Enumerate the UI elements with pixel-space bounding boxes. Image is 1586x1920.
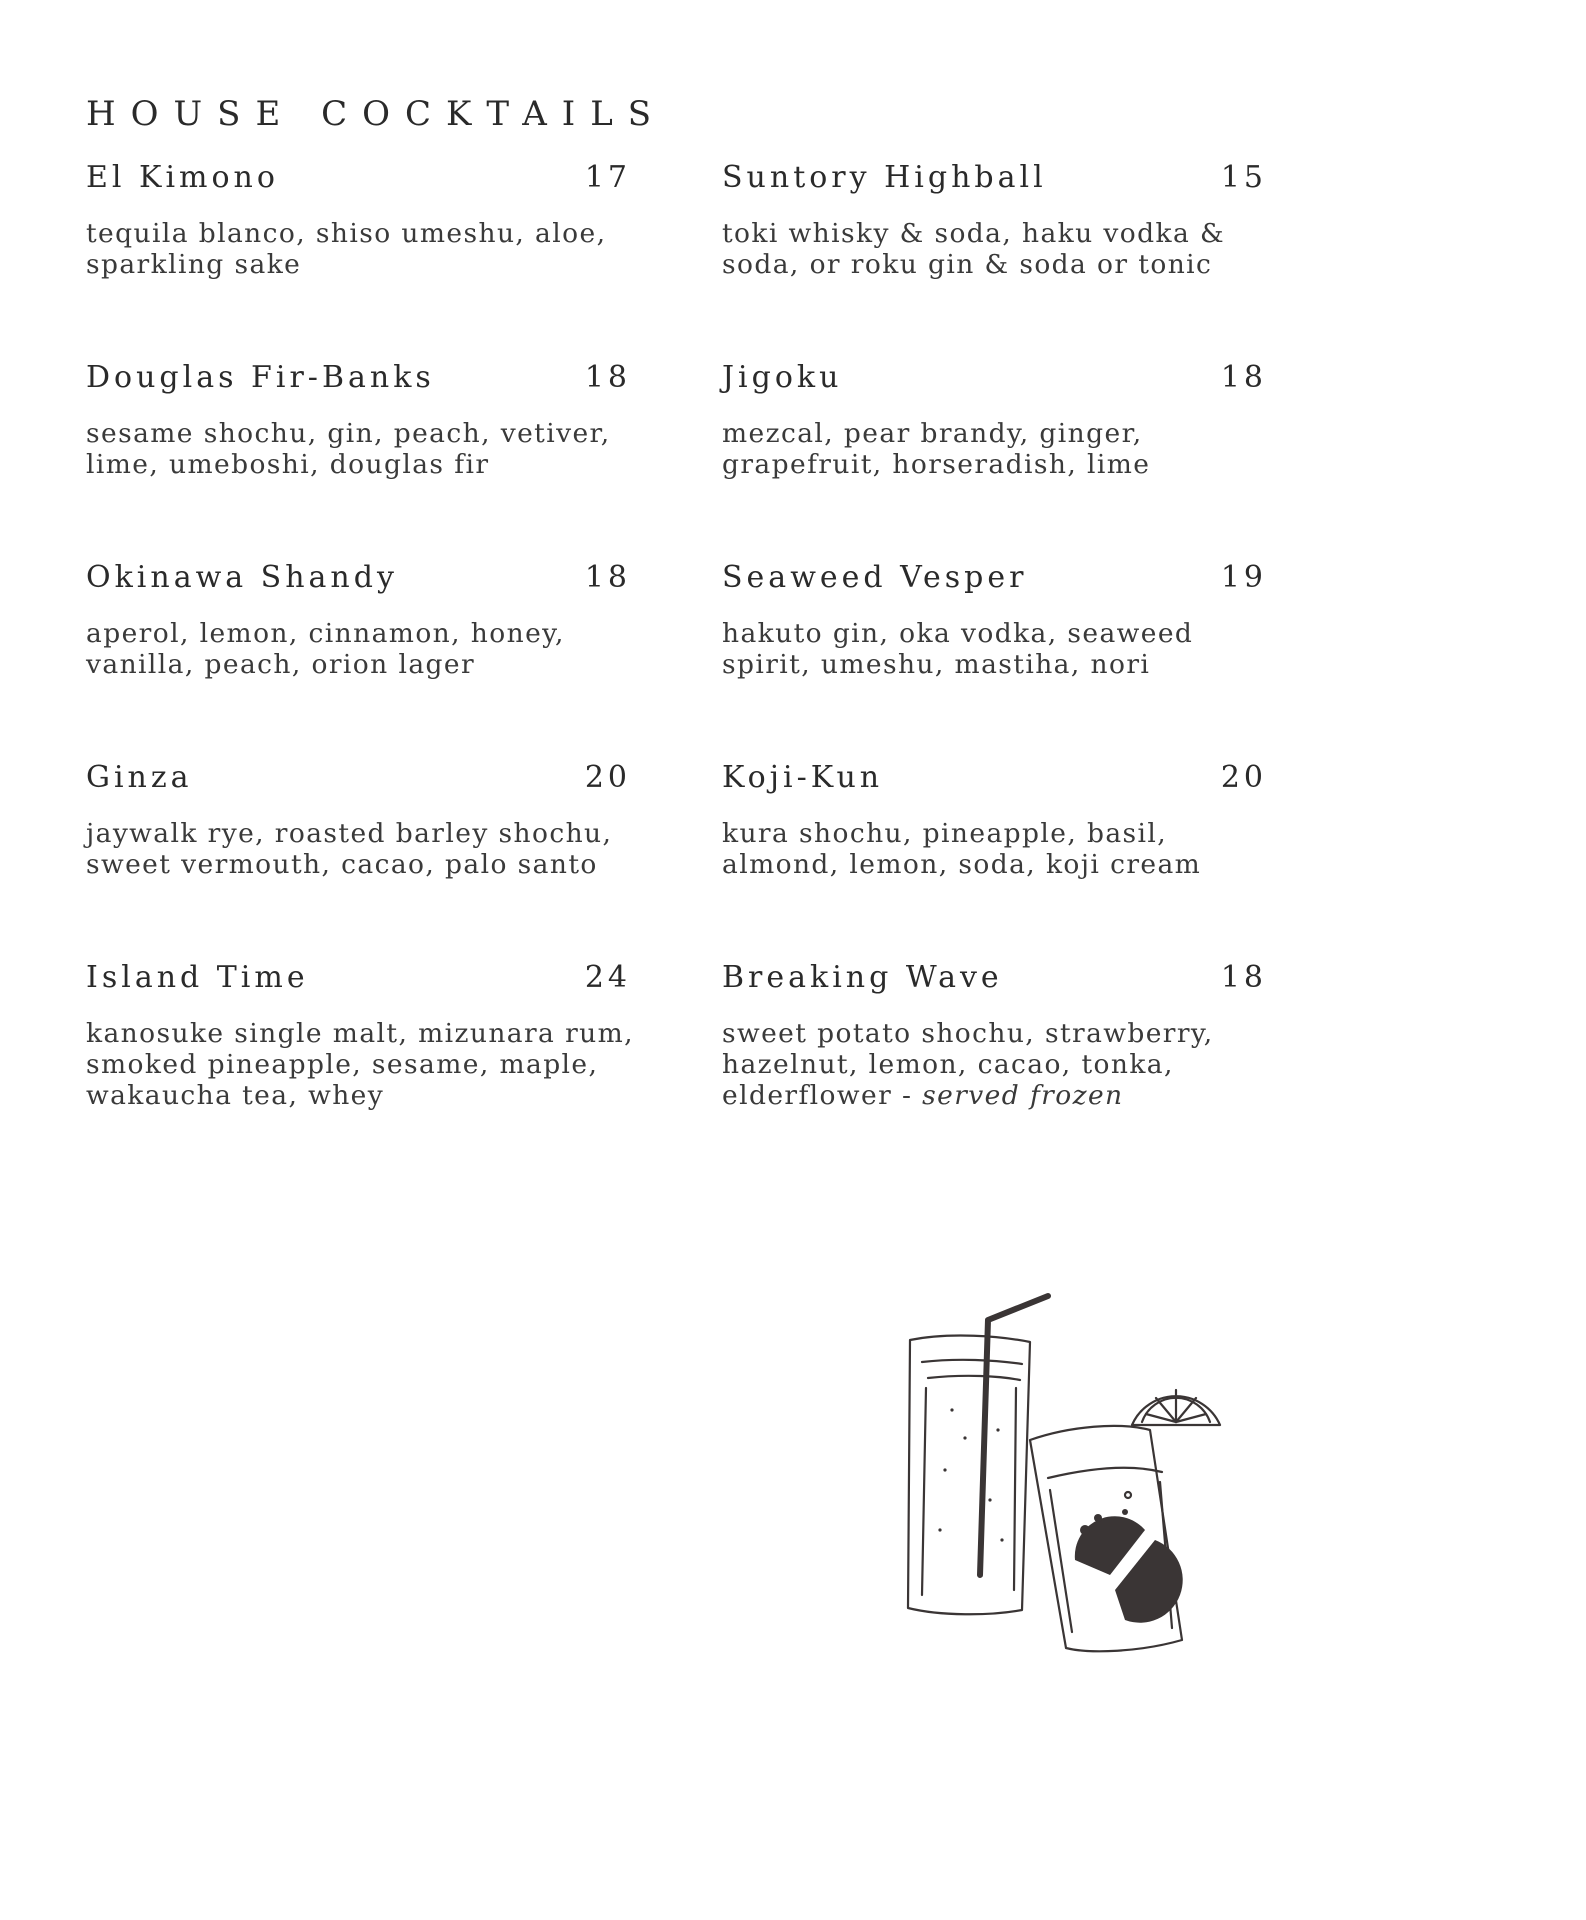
item-name: El Kimono — [86, 160, 279, 195]
item-name: Island Time — [86, 960, 309, 995]
description-line: hazelnut, lemon, cacao, tonka, — [722, 1049, 1174, 1080]
description-line: sweet vermouth, cacao, palo santo — [86, 849, 598, 880]
menu-item-ginza — [86, 760, 631, 880]
item-description — [86, 1018, 634, 1111]
menu-item-island-time — [86, 960, 634, 1111]
description-line: spirit, umeshu, mastiha, nori — [722, 649, 1151, 680]
description-line: smoked pineapple, sesame, maple, — [86, 1049, 599, 1080]
item-name: Okinawa Shandy — [86, 560, 398, 595]
item-name: Douglas Fir-Banks — [86, 360, 435, 395]
item-description — [86, 618, 631, 680]
description-line: kura shochu, pineapple, basil, — [722, 818, 1168, 849]
item-name: Jigoku — [722, 360, 843, 395]
description-line — [722, 1080, 1267, 1111]
menu-item-douglas-fir-banks — [86, 360, 631, 480]
item-description — [722, 218, 1267, 280]
item-description — [722, 818, 1267, 880]
item-description — [722, 1018, 1267, 1111]
item-price: 18 — [1220, 360, 1267, 395]
description-line: sweet potato shochu, strawberry, — [722, 1018, 1214, 1049]
item-name: Ginza — [86, 760, 193, 795]
item-name: Koji-Kun — [722, 760, 884, 795]
description-line: toki whisky & soda, haku vodka & — [722, 218, 1225, 249]
description-line: hakuto gin, oka vodka, seaweed — [722, 618, 1194, 649]
description-line: mezcal, pear brandy, ginger, — [722, 418, 1143, 449]
item-description — [86, 818, 631, 880]
description-line: lime, umeboshi, douglas fir — [86, 449, 490, 480]
description-line: almond, lemon, soda, koji cream — [722, 849, 1202, 880]
item-price: 18 — [1220, 960, 1267, 995]
description-line: jaywalk rye, roasted barley shochu, — [86, 818, 613, 849]
item-name: Seaweed Vesper — [722, 560, 1028, 595]
description-line: sesame shochu, gin, peach, vetiver, — [86, 418, 611, 449]
item-name: Breaking Wave — [722, 960, 1003, 995]
menu-item-jigoku — [722, 360, 1267, 480]
description-text: elderflower - — [722, 1080, 923, 1111]
item-description — [86, 218, 631, 280]
description-line: wakaucha tea, whey — [86, 1080, 385, 1111]
item-price: 20 — [1220, 760, 1267, 795]
item-description — [86, 418, 631, 480]
menu-item-breaking-wave — [722, 960, 1267, 1111]
menu-item-suntory-highball — [722, 160, 1267, 280]
description-line: soda, or roku gin & soda or tonic — [722, 249, 1213, 280]
menu-item-el-kimono — [86, 160, 631, 280]
item-price: 18 — [584, 560, 631, 595]
description-line: grapefruit, horseradish, lime — [722, 449, 1151, 480]
section-title: HOUSE COCKTAILS — [86, 94, 667, 134]
item-price: 19 — [1220, 560, 1267, 595]
item-description — [722, 618, 1267, 680]
description-line: aperol, lemon, cinnamon, honey, — [86, 618, 565, 649]
description-line: kanosuke single malt, mizunara rum, — [86, 1018, 634, 1049]
item-price: 24 — [584, 960, 631, 995]
menu-item-koji-kun — [722, 760, 1267, 880]
description-line: sparkling sake — [86, 249, 302, 280]
item-name: Suntory Highball — [722, 160, 1047, 195]
item-price: 17 — [584, 160, 631, 195]
menu-item-seaweed-vesper — [722, 560, 1267, 680]
item-price: 18 — [584, 360, 631, 395]
description-line: vanilla, peach, orion lager — [86, 649, 476, 680]
item-description — [722, 418, 1267, 480]
served-frozen-note: served frozen — [922, 1080, 1124, 1111]
description-line: tequila blanco, shiso umeshu, aloe, — [86, 218, 607, 249]
menu-item-okinawa-shandy — [86, 560, 631, 680]
item-price: 20 — [584, 760, 631, 795]
item-price: 15 — [1220, 160, 1267, 195]
cocktail-glasses-illustration-icon — [870, 1290, 1250, 1690]
